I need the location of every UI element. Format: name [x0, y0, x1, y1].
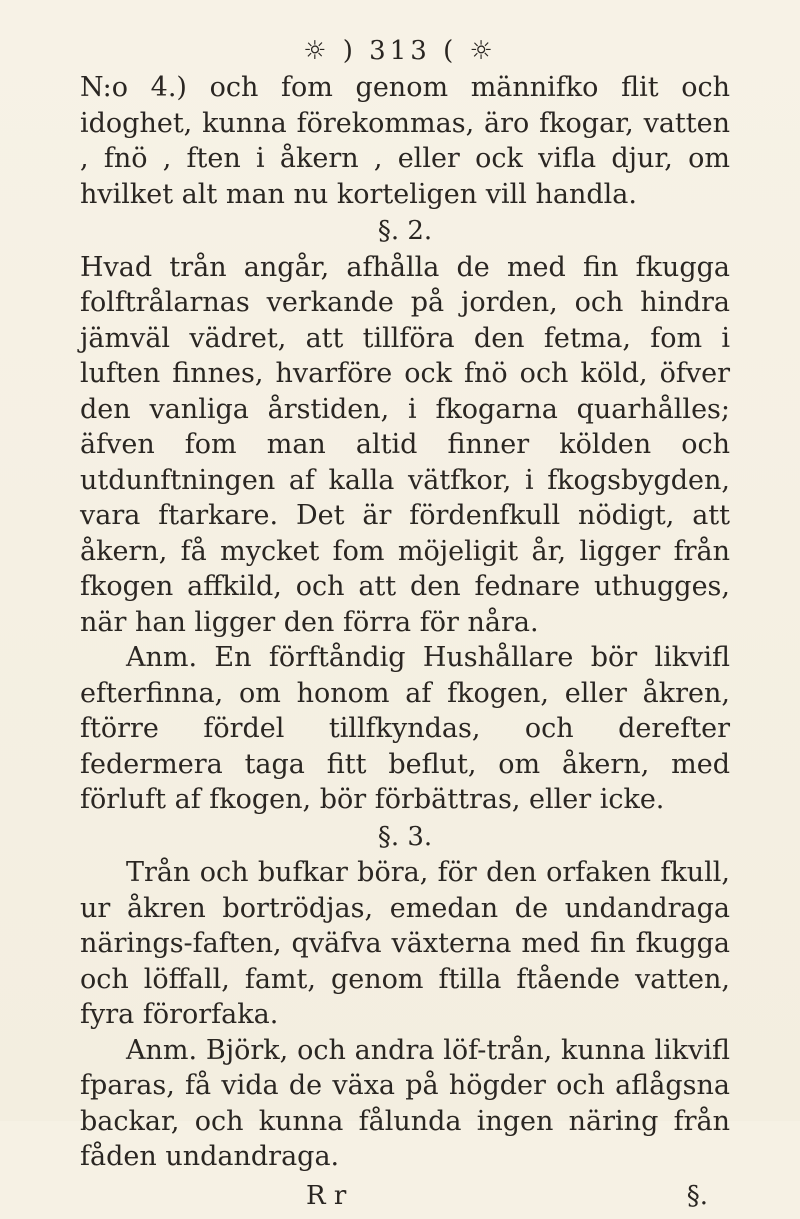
note-1: Anm. En förftåndig Hushållare bör likvifl efterfinna, om honom af fkogen, eller åkren, ftörre fördel tillfkyndas, och derefter federmera taga fitt beflut, om åkern, med förluft af fkogen, bör förbättras, eller icke.: [80, 642, 730, 815]
text-block: [80, 70, 730, 1219]
section-heading-3: §. 3.: [377, 821, 433, 852]
page-header: ☼ ) 313 ( ☼: [303, 36, 497, 66]
paragraph-section-3: Trån och bufkar böra, för den orfaken fkull, ur åkren bortrödjas, emedan de undandraga närings-faften, qväfva växterna med fin fkugga och löffall, famt, genom ftilla ftående vatten, fyra förorfaka.: [80, 857, 730, 1030]
note-2: Anm. Björk, och andra löf-trån, kunna likvifl fparas, få vida de växa på högder och aflågsna backar, och kunna fålunda ingen näring från fåden undandraga.: [80, 1034, 730, 1172]
page-footer: [80, 1179, 730, 1219]
catchword: §.: [686, 1180, 708, 1211]
signature-mark: R r: [306, 1180, 347, 1211]
paragraph-section-2: Hvad trån angår, afhålla de med fin fkugga folftrålarnas verkande på jorden, och hindra jämväl vädret, att tillföra den fetma, fom i luften finnes, hvarföre ock fnö och köld, öfver den vanliga årstiden, i fkogarna quarhålles; äfven fom man altid finner kölden och utdunftningen af kalla vätfkor, i fkogsbygden, vara ftarkare. Det är fördenfkull nödigt, att åkern, få mycket fom möjeligit år, ligger från fkogen affkild, och att den fednare uthugges, när han ligger den förra för nåra.: [80, 251, 730, 638]
paragraph-no4: N:o 4.) och fom genom männifko flit och idoghet, kunna förekommas, äro fkogar, vatten , fnö , ften i åkern , eller ock vifla djur, om hvilket alt man nu korteligen vill handla.: [80, 72, 730, 210]
section-heading-2: §. 2.: [377, 216, 433, 246]
